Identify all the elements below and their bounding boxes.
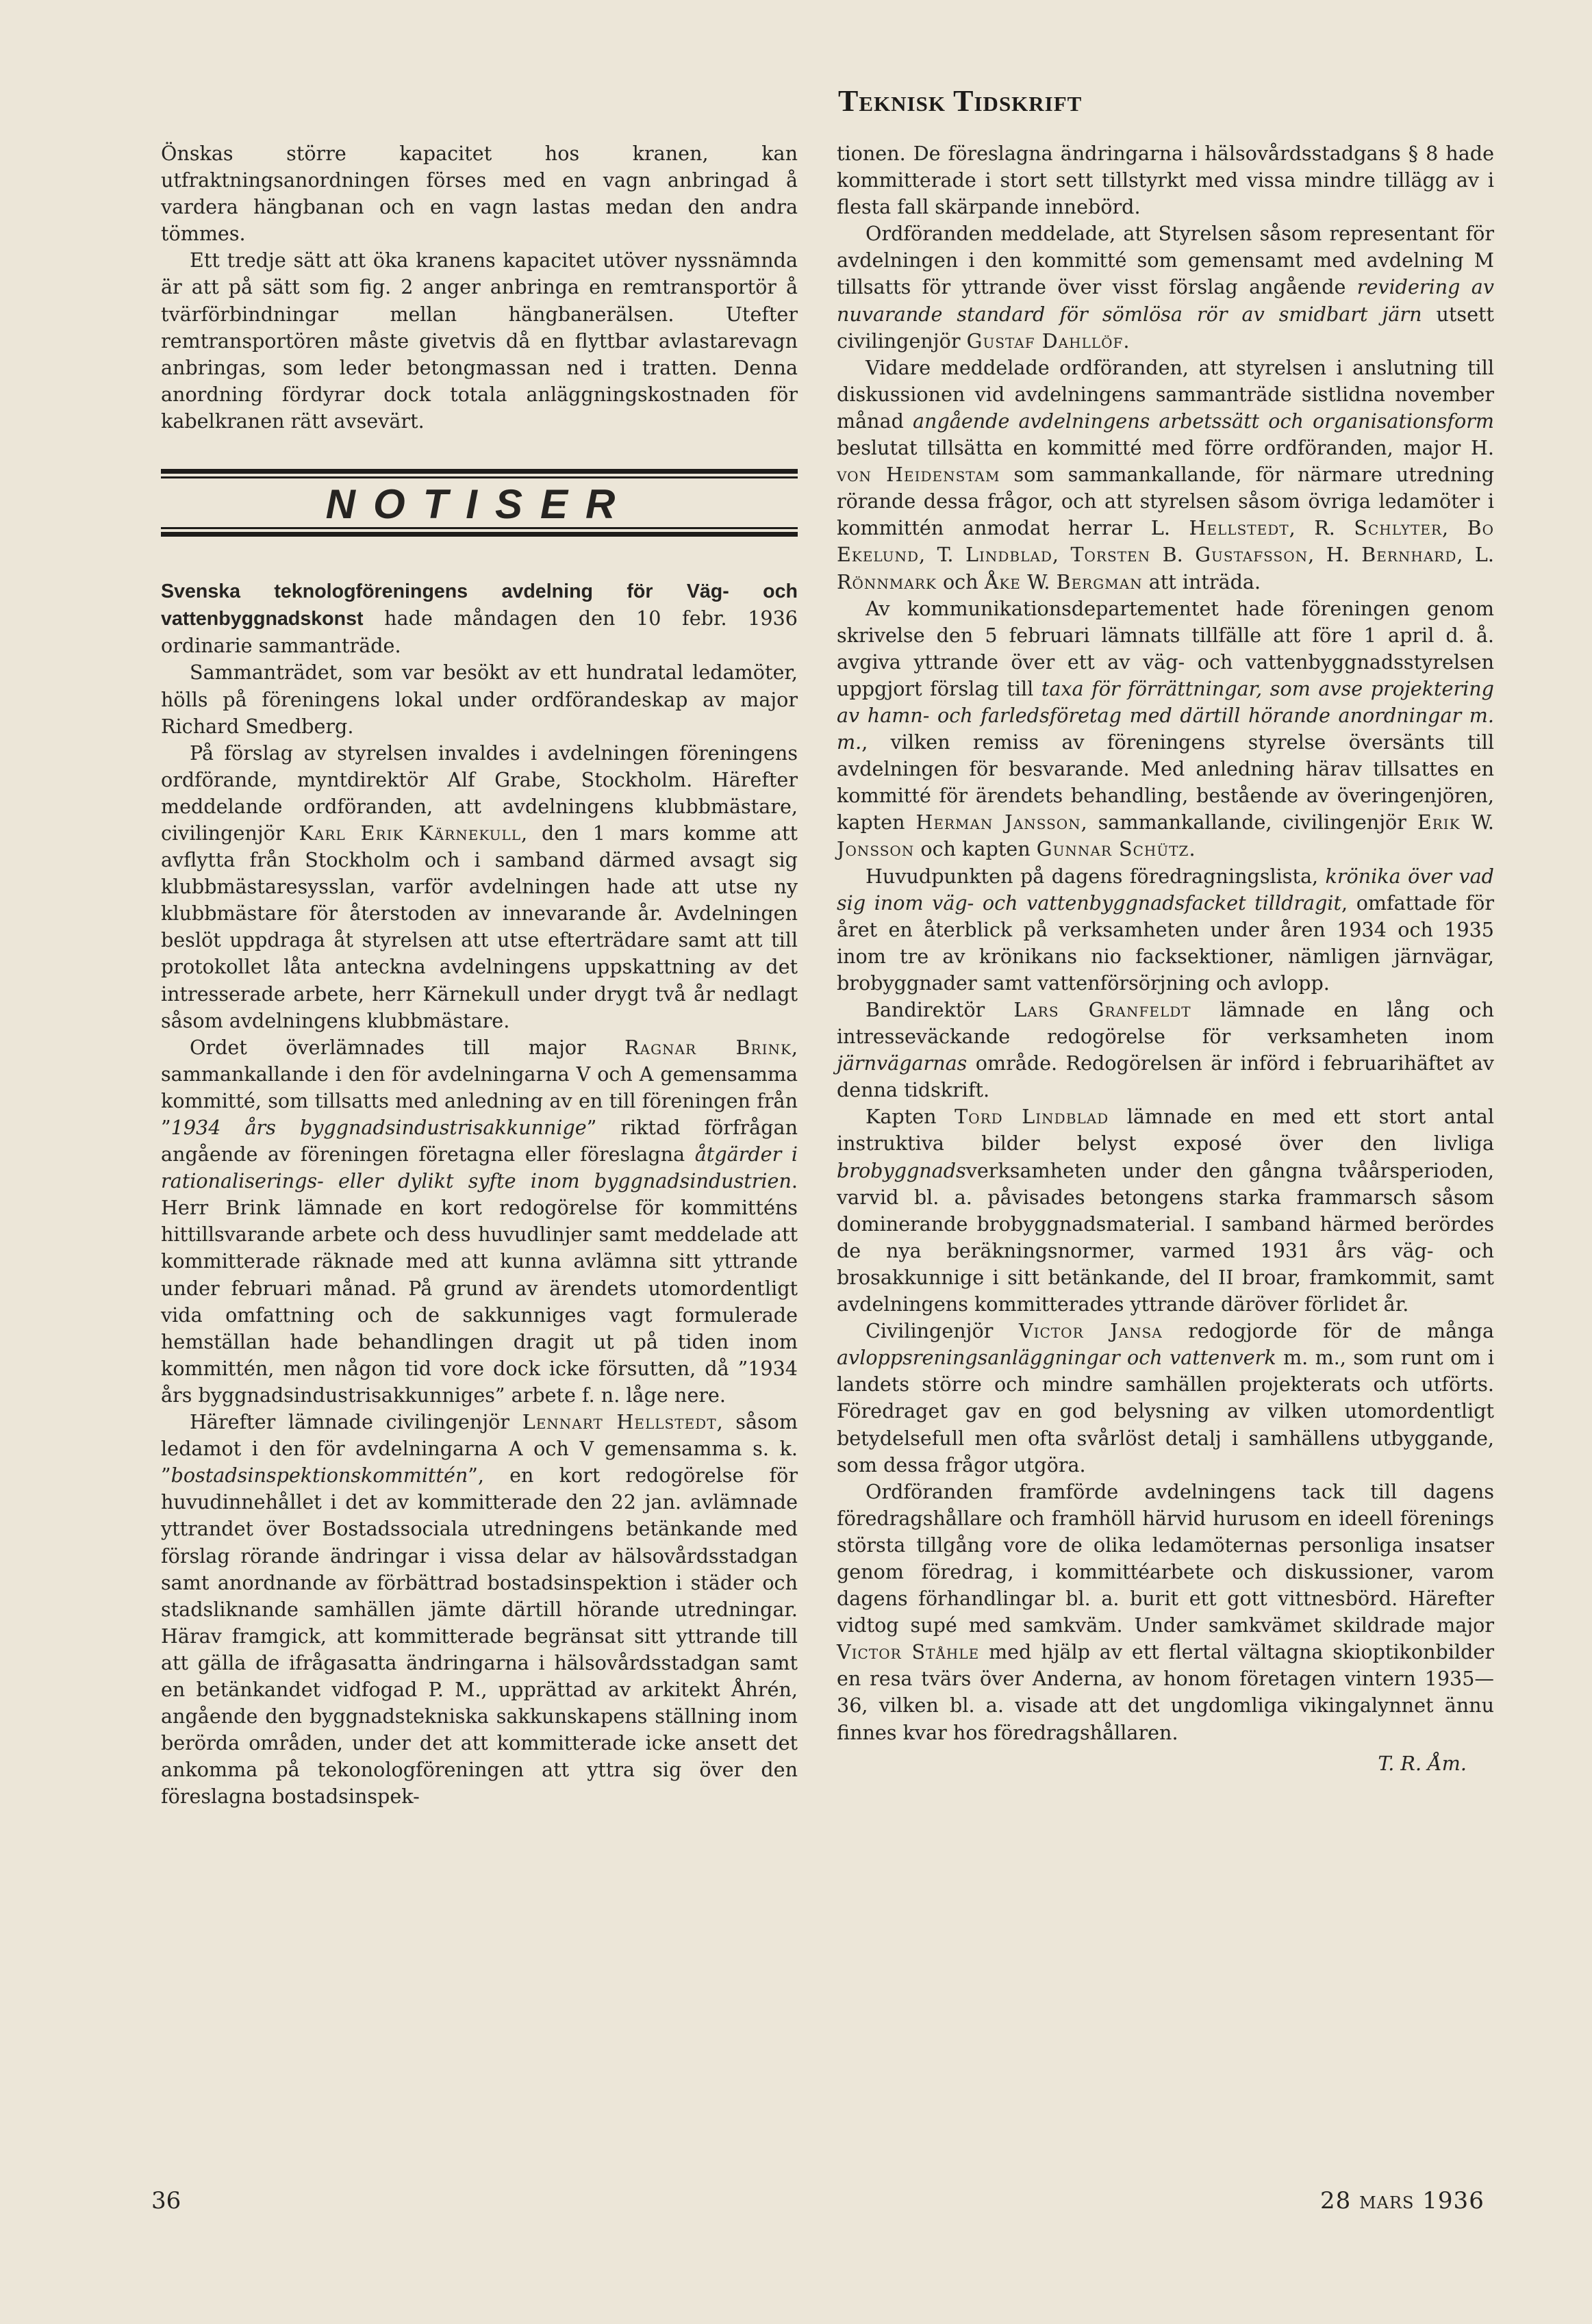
notice-paragraph-7: Vidare meddelade ordföranden, att styrelsen i anslutning till diskussionen vid avdelningens sammanträde sistlidna november månad angående avdelningens arbetssätt och organisationsform beslutat tillsätta en kommitté med förre ordföranden, major H. von Heidenstam som sammankallande, för närmare utredning rörande dessa frågor, och att styrelsen såsom övriga ledamöter i kommittén anmodat herrar L. Hellstedt, R. Schlyter, Bo Ekelund, T. Lindblad, Torsten B. Gustafsson, H. Bernhard, L. Rönnmark och Åke W. Bergman att inträda. [837, 355, 1495, 593]
signature: T. R. Åm. [1378, 1751, 1467, 1775]
notice-paragraph-6: Ordföranden meddelade, att Styrelsen såsom representant för avdelningen i den kommitté som gemensamt med avdelning M tillsatts för yttrande över visst förslag angående revidering av nuvarande standard för sömlösa rör av smidbart järn utsett civilingenjör Gustaf Dahllöf. [837, 222, 1494, 353]
article-end-paragraph-1: Önskas större kapacitet hos kranen, kan utfraktningsanordningen förses med en vagn anbringad å vardera hängbanan och en vagn lastas medan den andra tömmes. [161, 142, 798, 246]
banner-rule-top-thick [161, 469, 798, 474]
banner-rule-bottom-thin [161, 527, 798, 529]
journal-title: Teknisk Tidskrift [838, 84, 1083, 118]
notice-paragraph-4: Ordet överlämnades till major Ragnar Brink, sammankallande i den för avdelningarna V och A gemensamma kommitté, som tillsatts med anledning av en till föreningen från ”1934 års byggnadsindustrisakkunnige” riktad förfrågan angående av föreningen företagna eller föreslagna åtgärder i rationaliserings- eller dylikt syfte inom byggnadsindustrien. Herr Brink lämnade en kort redogörelse för kommitténs hittillsvarande arbete och dess huvudlinjer samt meddelade att kommitterade räknade med att kunna avlämna sitt yttrande under februari månad. På grund av ärendets utomordentligt vida omfattning och de sakkunniges vagt formulerade hemställan hade behandlingen dragit ut på tiden inom kommittén, men någon tid vore dock icke försutten, då ”1934 års byggnadsindustrisakkunniges” arbete f. n. låge nere. [161, 1035, 798, 1407]
notice-paragraph-5-continued: tionen. De föreslagna ändringarna i hälsovårdsstadgans § 8 hade kommitterade i stort sett tillstyrkt med vissa mindre tillägg av i flesta fall skärpande innebörd. [837, 142, 1494, 219]
person-name: Karl Erik Kärnekull [299, 821, 521, 845]
article-end-paragraph-2: Ett tredje sätt att öka kranens kapacitet utöver nyssnämnda är att på sätt som fig. 2 anger anbringa en remtransportör å tvärförbindningar mellan hängbanerälsen. Utefter remtransportören måste givetvis då en flyttbar avlastarevagn anbringas, som leder betongmassan ned i tratten. Denna anordning fördyrar dock totala anläggningskostnaden för kabelkranen rätt avsevärt. [161, 248, 798, 433]
section-title: NOTISER [325, 481, 633, 528]
person-name: Gustaf Dahllöf [966, 329, 1124, 353]
notice-paragraph-1: Svenska teknologföreningens avdelning för Väg- och vattenbyggnadskonst hade måndagen den 10 febr. 1936 ordinarie sammanträde. [161, 580, 798, 658]
banner-rule-bottom-thick [161, 532, 798, 537]
person-name: Lennart Hellstedt [522, 1410, 717, 1434]
page-number: 36 [151, 2187, 181, 2214]
right-column [837, 140, 1494, 1777]
notice-paragraph-9: Huvudpunkten på dagens föredragningslista, krönika över vad sig inom väg- och vattenbyggnadsfacket tilldragit, omfattade för året en återblick på verksamheten under åren 1934 och 1935 inom tre av krönikans nio facksektioner, nämligen järnvägar, brobyggnader samt vattenförsörjning och avlopp. [837, 864, 1494, 995]
section-banner [161, 469, 798, 537]
notice-paragraph-11: Kapten Tord Lindblad lämnade en med ett stort antal instruktiva bilder belyst exposé över den livliga brobyggnadsverksamheten under den gångna tvåårsperioden, varvid bl. a. påvisades betongens starka frammarsch såsom dominerande brobyggnadsmaterial. I samband härmed berördes de nya beräkningsnormer, varmed 1931 års väg- och brosakkunnige i sitt betänkande, del II broar, framkommit, samt avdelningens kommitterades yttrande däröver förlidet år. [837, 1105, 1494, 1316]
notice-paragraph-8: Av kommunikationsdepartementet hade föreningen genom skrivelse den 5 februari lämnats tillfälle att före 1 april d. å. avgiva yttrande över ett av väg- och vattenbyggnadsstyrelsen uppgjort förslag till taxa för förrättningar, som avse projektering av hamn- och farledsföretag med därtill hörande anordningar m. m., vilken remiss av föreningens styrelse översänts till avdelningen för besvarande. Med anledning härav tillsattes en kommitté för ärendets behandling, bestående av överingenjören, kapten Herman Jansson, sammankallande, civilingenjör Erik W. Jonsson och kapten Gunnar Schütz. [837, 596, 1494, 861]
notice-paragraph-10: Bandirektör Lars Granfeldt lämnade en lång och intresseväckande redogörelse för verksamheten inom järnvägarnas område. Redogörelsen är införd i februarihäftet av denna tidskrift. [837, 998, 1495, 1102]
left-column [161, 140, 798, 1810]
notice-paragraph-3: På förslag av styrelsen invaldes i avdelningen föreningens ordförande, myntdirektör Alf Grabe, Stockholm. Härefter meddelande ordföranden, att avdelningens klubbmästare, civilingenjör Karl Erik Kärnekull, den 1 mars komme att avflytta från Stockholm och i samband därmed avsagt sig klubbmästaresysslan, varför avdelningen hade att utse ny klubbmästare för återstoden av innevarande år. Avdelningen beslöt uppdraga åt styrelsen att utse efterträdare samt att till protokollet låta anteckna avdelningens uppskattning av det intresserade arbete, herr Kärnekull under drygt två år nedlagt såsom avdelningens klubbmästare. [161, 741, 798, 1032]
notice-headline: Svenska teknologföreningens avdelning för Väg- och vattenbyggnadskonst [161, 580, 798, 630]
notice-paragraph-12: Civilingenjör Victor Jansa redogjorde för de många avloppsreningsanläggningar och vattenverk m. m., som runt om i landets större och mindre samhällen projekterats och utförts. Föredraget gav en god belysning av vilken utomordentligt betydelsefull men ofta svårlöst detalj i samhällens utbyggande, som dessa frågor utgöra. [837, 1319, 1494, 1477]
issue-date: 28 mars 1936 [1320, 2187, 1484, 2214]
notice-paragraph-13: Ordföranden framförde avdelningens tack till dagens föredragshållare och framhöll härvid hurusom en ideell förenings största tillgång vore de olika ledamöternas personliga insatser genom föredrag, i kommittéarbete och diskussioner, varom dagens förhandlingar bl. a. burit ett gott vittnesbörd. Härefter vidtog supé med samkväm. Under samkvämet skildrade major Victor Ståhle med hjälp av ett flertal vältagna skioptikonbilder en resa tvärs över Anderna, av honom företagen vintern 1935—36, vilken bl. a. visade att det ungdomliga vikingalynnet ännu finnes kvar hos föredragshållaren. [837, 1479, 1494, 1744]
notice-paragraph-5: Härefter lämnade civilingenjör Lennart Hellstedt, såsom ledamot i den för avdelningarna A och V gemensamma s. k. ”bostadsinspektionskommittén”, en kort redogörelse för huvudinnehållet i det av kommitterade den 22 jan. avlämnade yttrandet över Bostadssociala utredningens betänkande med förslag rörande ändringar i vissa delar av hälsovårdsstadgan samt anordnande av förbättrad bostadsinspektion i städer och stadsliknande samhällen jämte därtill hörande utredningar. Härav framgick, att kommitterade begränsat sitt yttrande till att gälla de ifrågasatta ändringarna i hälsovårdsstadgan samt en betänkandet vidfogad P. M., upprättad av arkitekt Åhrén, angående den byggnadstekniska sakkunskapens ställning inom berörda områden, under det att kommitterade icke ansett det ankomma på tekonologföreningen att yttra sig över den föreslagna bostadsinspek- [161, 1410, 798, 1809]
notice-paragraph-2: Sammanträdet, som var besökt av ett hundratal ledamöter, hölls på föreningens lokal under ordförandeskap av major Richard Smedberg. [161, 661, 798, 738]
person-name: Ragnar Brink [624, 1035, 792, 1059]
